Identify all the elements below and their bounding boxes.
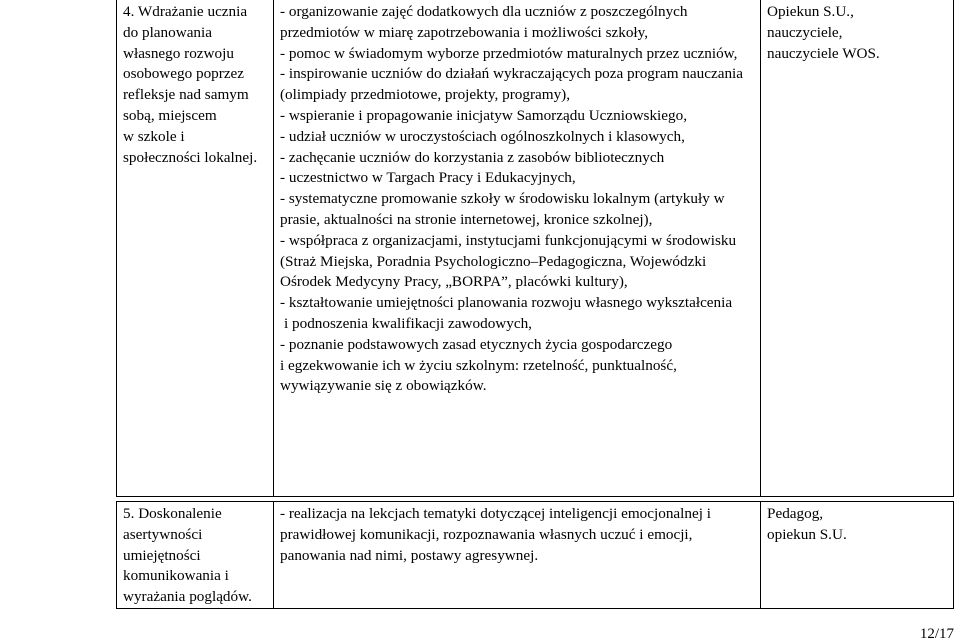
text-line: - pomoc w świadomym wyborze przedmiotów maturalnych przez uczniów, [280,44,738,62]
page-number: 12/17 [919,626,954,642]
text-line: - inspirowanie uczniów do działań wykraczających poza program nauczania [280,65,744,83]
text-line: 5. Doskonalenie [123,505,222,522]
responsible-cell [761,0,954,497]
text-line: osobowego poprzez [123,65,245,83]
table-row [117,502,954,609]
text-line: 4. Wdrażanie ucznia [123,3,248,20]
text-line: Pedagog, [767,505,824,522]
text-line: Ośrodek Medycyny Pracy, „BORPA”, placówki kultury), [280,273,628,291]
text-line: w szkole i [123,127,185,145]
text-line: panowania nad nimi, postawy agresywnej. [280,546,539,564]
text-line: i egzekwowanie ich w życiu szkolnym: rzetelność, punktualność, [280,356,677,374]
task-title-cell [117,0,274,497]
text-line: nauczyciele, [767,23,843,41]
text-line: sobą, miejscem [123,106,217,124]
text-line: - uczestnictwo w Targach Pracy i Edukacyjnych, [280,169,576,187]
text-line: - kształtowanie umiejętności planowania rozwoju własnego wykształcenia [280,294,733,312]
text-line: wywiązywanie się z obowiązków. [280,377,487,395]
table-row [117,0,954,497]
text-line: Opiekun S.U., [767,3,854,20]
text-line: umiejętności [123,546,201,564]
text-line: do planowania [123,23,212,41]
text-line: opiekun S.U. [767,525,847,543]
text-line: społeczności lokalnej. [123,148,258,166]
text-line: asertywności [123,525,203,543]
text-line: refleksje nad samym [123,86,249,104]
actions-cell [274,502,761,609]
plan-table-section-4 [116,0,954,497]
text-line: - organizowanie zajęć dodatkowych dla uczniów z poszczególnych [280,3,688,20]
text-line: własnego rozwoju [123,44,234,62]
text-line: - systematyczne promowanie szkoły w środowisku lokalnym (artykuły w [280,190,725,208]
text-line: (olimpiady przedmiotowe, projekty, programy), [280,86,571,104]
task-title-cell [117,502,274,609]
text-line: prawidłowej komunikacji, rozpoznawania własnych uczuć i emocji, [280,525,693,543]
text-line: przedmiotów w miarę zapotrzebowania i możliwości szkoły, [280,23,649,41]
text-line: prasie, aktualności na stronie internetowej, kronice szkolnej), [280,210,653,228]
text-line: - realizacja na lekcjach tematyki dotyczącej inteligencji emocjonalnej i [280,505,711,522]
text-line: wyrażania poglądów. [123,588,252,606]
text-line: - współpraca z organizacjami, instytucjami funkcjonującymi w środowisku [280,231,737,249]
text-line: nauczyciele WOS. [767,44,880,62]
text-line: (Straż Miejska, Poradnia Psychologiczno–Pedagogiczna, Wojewódzki [280,252,707,270]
plan-table-section-5 [116,501,954,609]
actions-cell [274,0,761,497]
text-line: - zachęcanie uczniów do korzystania z zasobów bibliotecznych [280,148,665,166]
text-line: - udział uczniów w uroczystościach ogólnoszkolnych i klasowych, [280,127,685,145]
text-line: komunikowania i [123,567,229,585]
text-line: - poznanie podstawowych zasad etycznych życia gospodarczego [280,335,673,353]
responsible-cell [761,502,954,609]
text-line: - wspieranie i propagowanie inicjatyw Samorządu Uczniowskiego, [280,106,687,124]
text-line: i podnoszenia kwalifikacji zawodowych, [284,314,532,332]
